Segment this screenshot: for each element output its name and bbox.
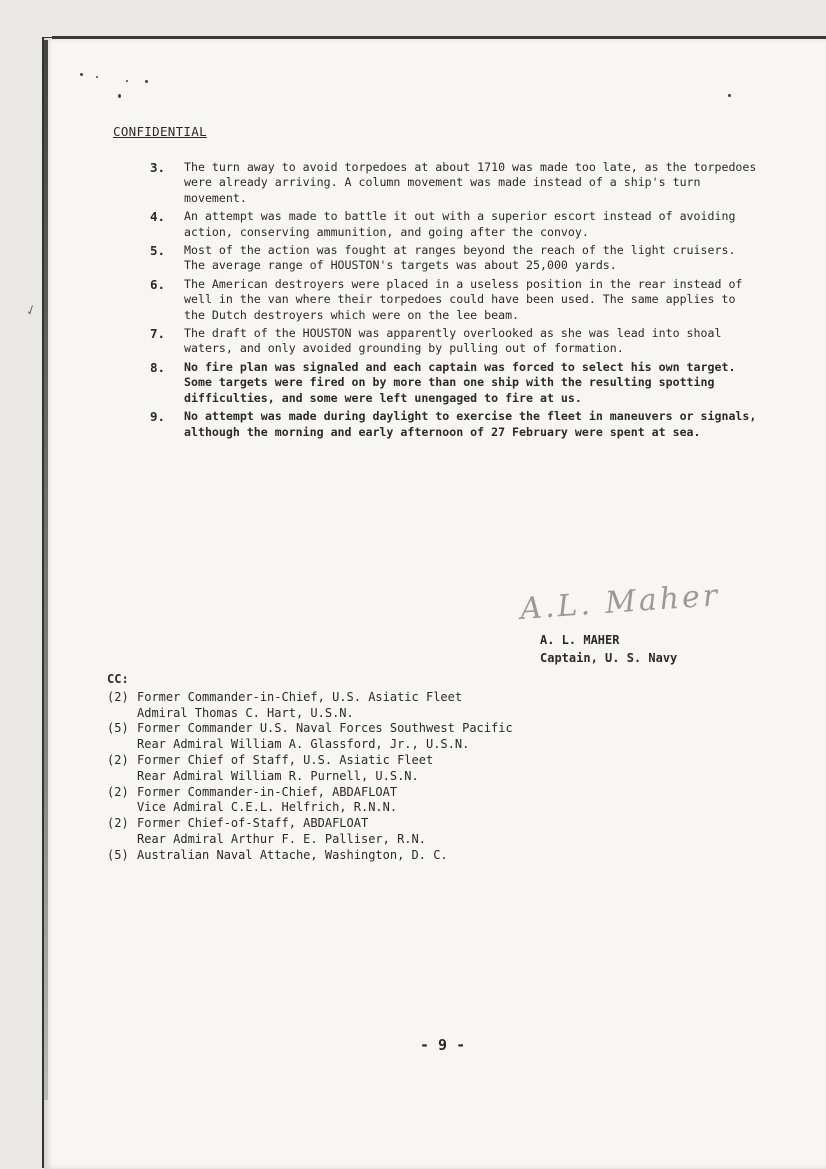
item-number: 7. <box>150 326 166 342</box>
item-number: 9. <box>150 409 166 425</box>
list-item <box>150 209 760 240</box>
cc-entry <box>107 690 513 722</box>
cc-entry <box>107 848 513 864</box>
ink-speck <box>80 73 83 76</box>
cc-count: (5) <box>107 721 129 736</box>
item-number: 3. <box>150 160 166 175</box>
item-number: 6. <box>150 276 166 292</box>
item-text: No fire plan was signaled and each captain was forced to select his own target. Some targets were fired on by more than one ship with the resulting spotting difficulties, and some were left unengaged to fire at us. <box>184 359 736 405</box>
page-number: - 9 - <box>420 1036 466 1054</box>
cc-count: (2) <box>107 784 129 799</box>
ink-speck <box>126 80 128 82</box>
cc-person: Admiral Thomas C. Hart, U.S.N. <box>137 705 354 720</box>
cc-count: (5) <box>107 847 129 862</box>
cc-list <box>107 672 513 864</box>
cc-entry <box>107 721 513 753</box>
item-text: The draft of the HOUSTON was apparently overlooked as she was lead into shoal waters, and only avoided grounding by pulling out of formation. <box>184 326 722 356</box>
list-item <box>150 360 760 406</box>
item-text: Most of the action was fought at ranges beyond the reach of the light cruisers. The average range of HOUSTON's targets was about 25,000 yards. <box>184 243 736 273</box>
item-number: 4. <box>150 209 166 225</box>
signature-block <box>540 631 677 667</box>
classification-header: CONFIDENTIAL <box>113 124 207 139</box>
list-item <box>150 243 760 274</box>
item-text: The American destroyers were placed in a useless position in the rear instead of well in the van where their torpedoes could have been used. The same applies to the Dutch destroyers which were on the lee beam. <box>184 276 743 322</box>
ink-speck <box>145 80 148 83</box>
cc-count: (2) <box>107 752 129 767</box>
cc-person: Vice Admiral C.E.L. Helfrich, R.N.N. <box>137 800 398 815</box>
cc-position: Australian Naval Attache, Washington, D. C. <box>137 847 448 862</box>
list-item <box>150 277 760 323</box>
page-left-edge <box>44 40 48 1100</box>
cc-entry <box>107 753 513 785</box>
list-item <box>150 160 760 206</box>
cc-count: (2) <box>107 816 129 831</box>
cc-position: Former Chief of Staff, U.S. Asiatic Fleet <box>137 752 434 767</box>
cc-person: Rear Admiral William R. Purnell, U.S.N. <box>137 768 419 783</box>
margin-mark-icon: ✓ <box>23 298 39 321</box>
cc-label: CC: <box>107 672 129 686</box>
list-item <box>150 409 760 440</box>
item-number: 8. <box>150 359 166 375</box>
item-number: 5. <box>150 243 166 259</box>
cc-position: Former Commander-in-Chief, ABDAFLOAT <box>137 784 398 799</box>
cc-position: Former Commander U.S. Naval Forces Southwest Pacific <box>137 721 513 736</box>
ink-speck <box>118 94 121 98</box>
ink-speck <box>96 76 98 78</box>
list-item <box>150 326 760 357</box>
cc-count: (2) <box>107 689 129 704</box>
signer-name: A. L. MAHER <box>540 633 620 647</box>
cc-person: Rear Admiral Arthur F. E. Palliser, R.N. <box>137 831 426 846</box>
cc-position: Former Commander-in-Chief, U.S. Asiatic Fleet <box>137 689 463 704</box>
page-top-edge <box>52 36 826 39</box>
item-text: The turn away to avoid torpedoes at about 1710 was made too late, as the torpedoes were already arriving. A column movement was made instead of a ship's turn movement. <box>184 160 757 205</box>
item-text: No attempt was made during daylight to exercise the fleet in maneuvers or signals, although the morning and early afternoon of 27 February were spent at sea. <box>184 409 757 439</box>
handwritten-signature: A.L. Maher <box>519 578 722 627</box>
cc-person: Rear Admiral William A. Glassford, Jr., U.S.N. <box>137 737 470 752</box>
cc-position: Former Chief-of-Staff, ABDAFLOAT <box>137 816 369 831</box>
item-text: An attempt was made to battle it out with a superior escort instead of avoiding action, conserving ammunition, and going after the convoy. <box>184 209 736 239</box>
numbered-list <box>150 160 760 443</box>
cc-entry <box>107 785 513 817</box>
signer-title: Captain, U. S. Navy <box>540 651 678 665</box>
ink-speck <box>728 94 731 97</box>
cc-entry <box>107 816 513 848</box>
